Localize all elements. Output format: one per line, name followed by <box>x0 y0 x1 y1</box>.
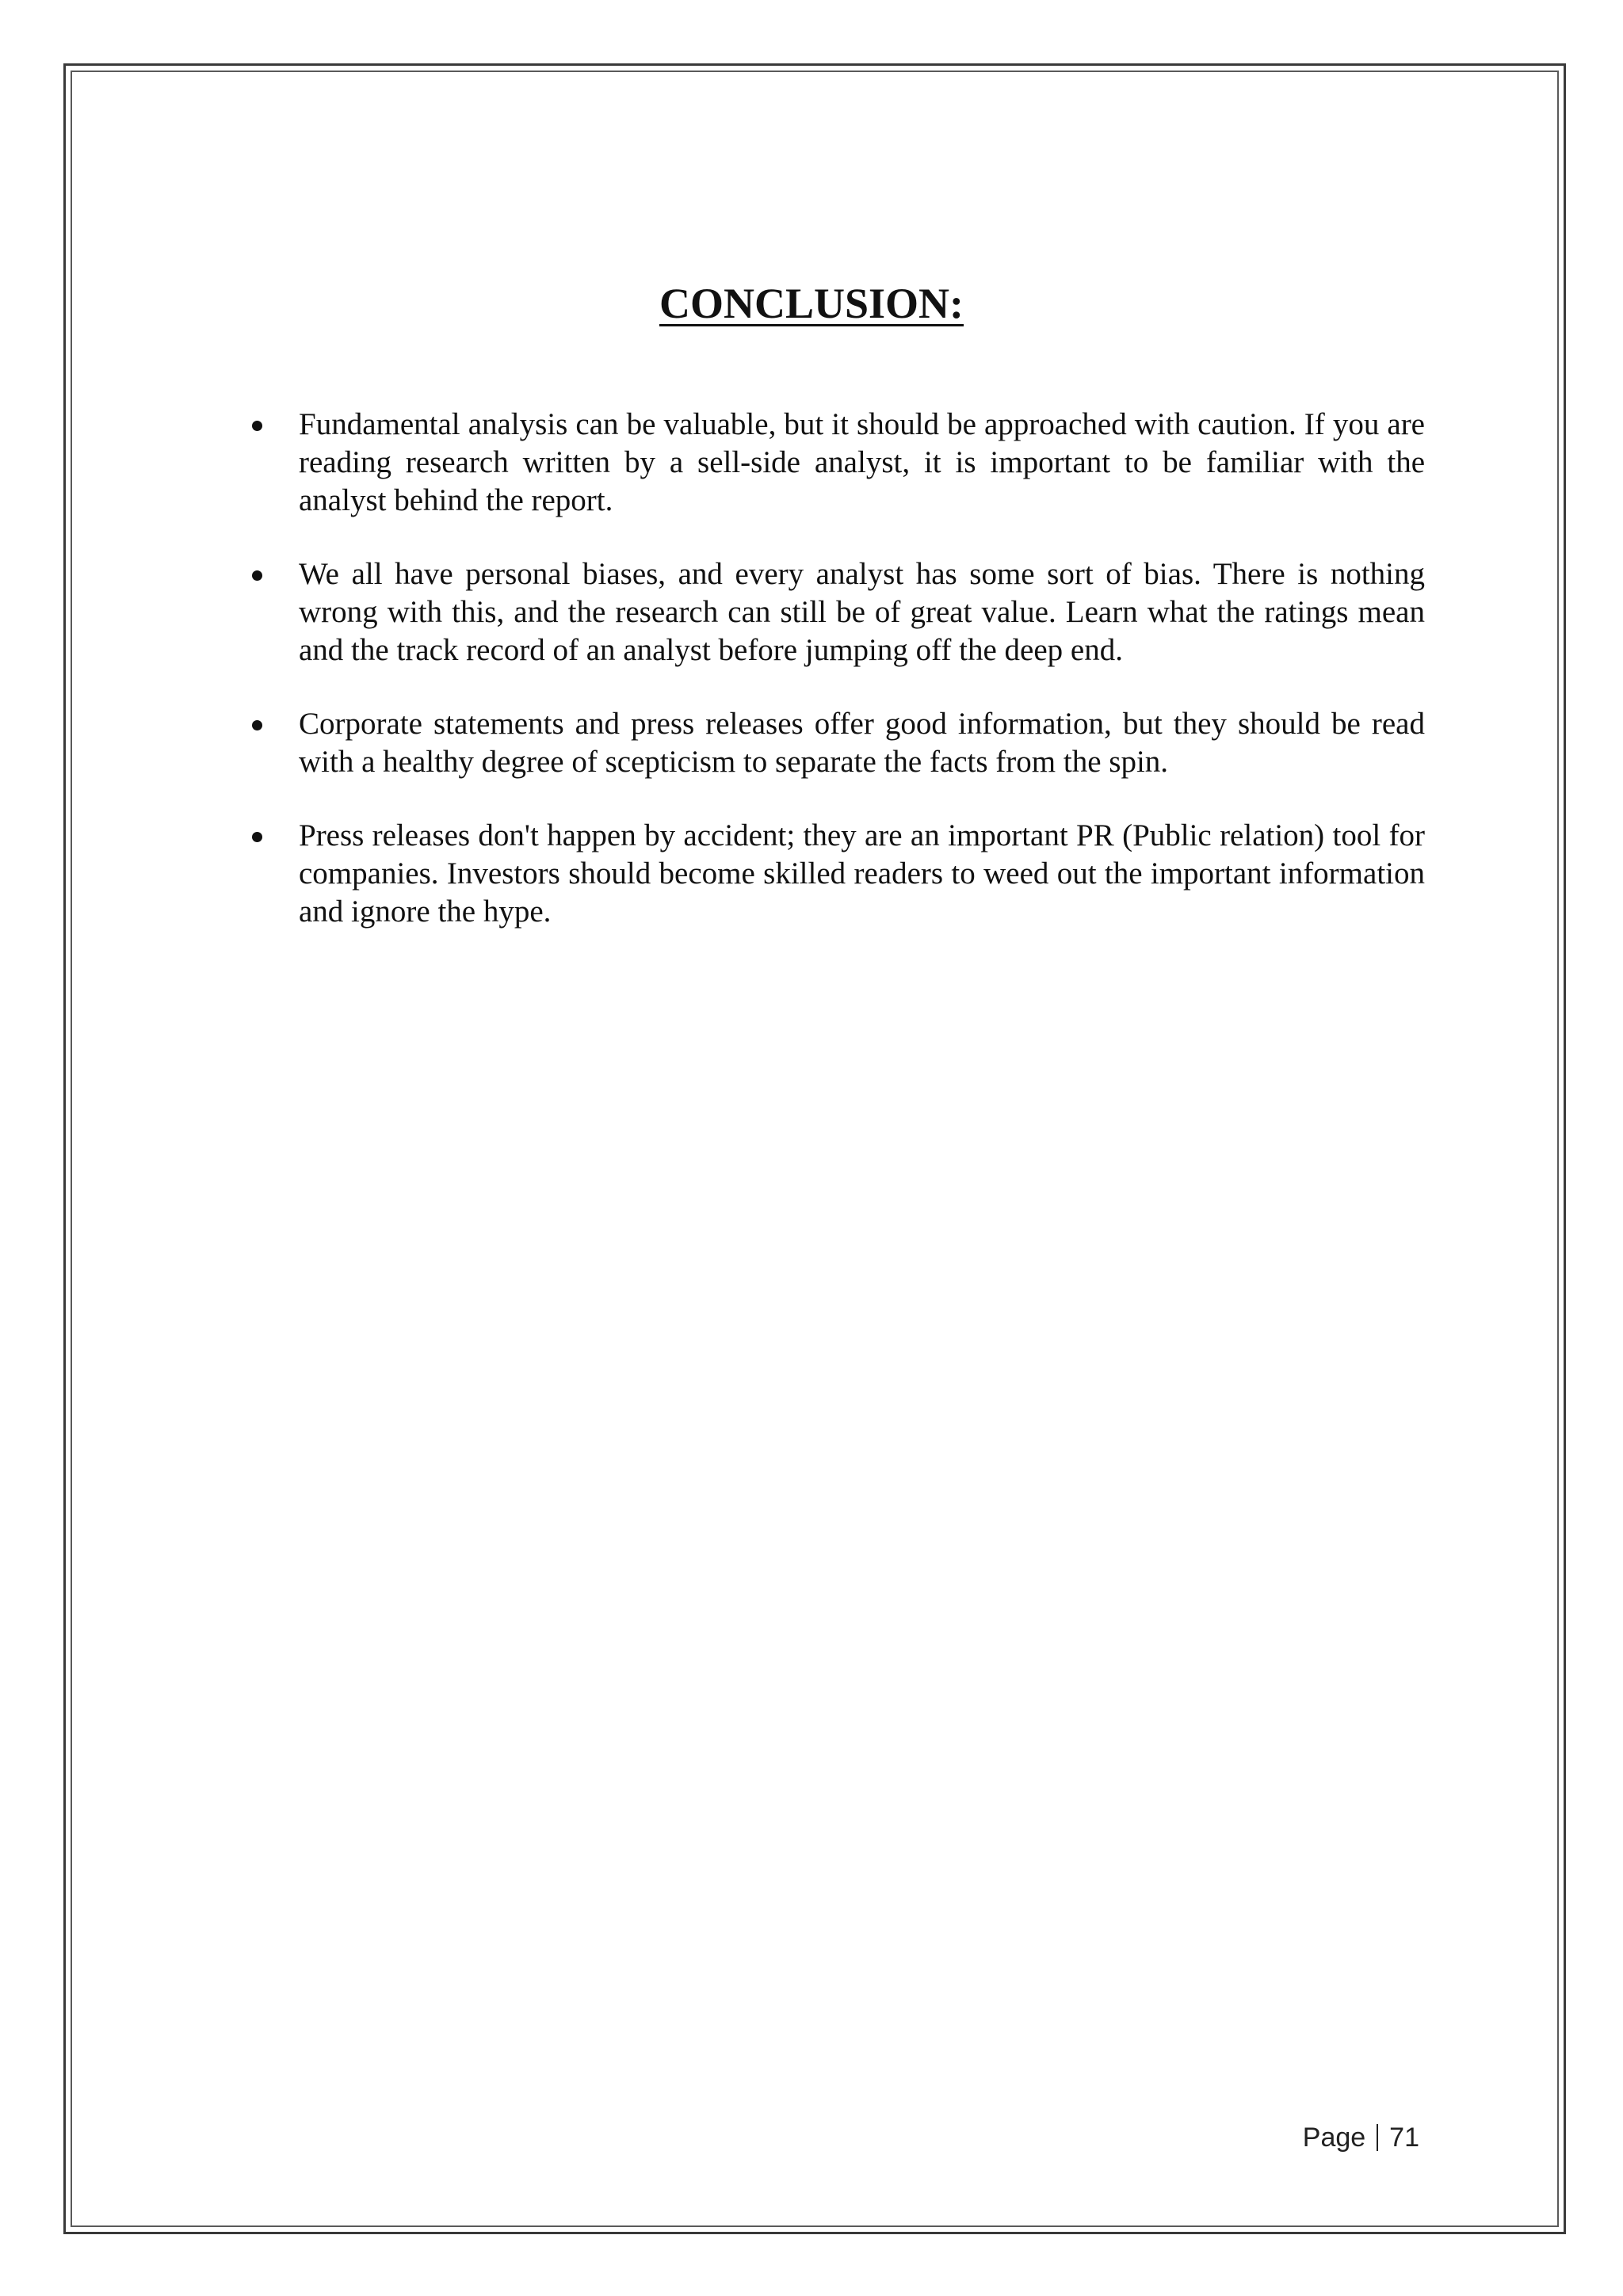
footer-separator <box>1377 2124 1378 2151</box>
page-number: 71 <box>1389 2122 1419 2153</box>
bullet-icon <box>252 570 262 581</box>
page-label: Page <box>1302 2122 1366 2153</box>
list-item-text: We all have personal biases, and every analyst has some sort of bias. There is nothing wrong with this, and the research can still be of great value. Learn what the ratings mean and the track record of an analyst before jumping off the deep end. <box>299 557 1425 667</box>
page-footer <box>1303 2122 1419 2153</box>
list-item <box>246 406 1425 520</box>
page-border-inner <box>71 71 1559 2227</box>
page-title <box>0 279 1623 328</box>
bullet-icon <box>252 421 262 431</box>
page-title-text: CONCLUSION: <box>659 280 964 327</box>
list-item <box>246 817 1425 931</box>
conclusion-bullet-list <box>246 406 1425 967</box>
list-item-text: Corporate statements and press releases offer good information, but they should be read with a healthy degree of scepticism to separate the facts from the spin. <box>299 707 1425 779</box>
list-item <box>246 555 1425 669</box>
list-item <box>246 705 1425 781</box>
list-item-text: Press releases don't happen by accident; they are an important PR (Public relation) tool for companies. Investors should become skilled readers to weed out the important information and ignore the hype. <box>299 818 1425 929</box>
bullet-icon <box>252 720 262 730</box>
bullet-icon <box>252 832 262 842</box>
list-item-text: Fundamental analysis can be valuable, but it should be approached with caution. If you are reading research written by a sell-side analyst, it is important to be familiar with the analyst behind the report. <box>299 407 1425 517</box>
